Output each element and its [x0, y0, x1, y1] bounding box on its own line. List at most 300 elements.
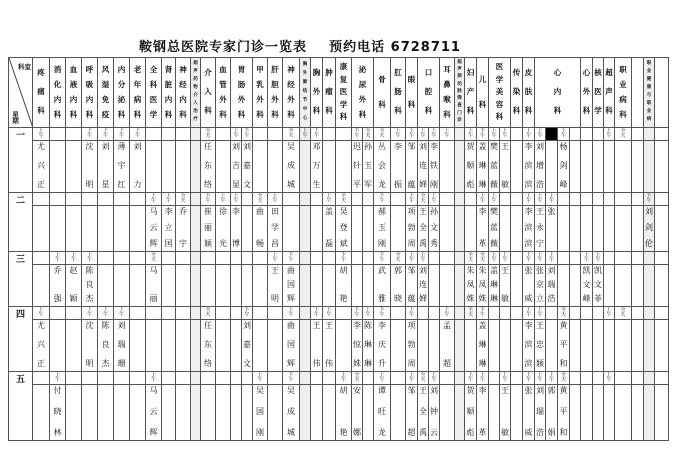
doctor-name-cell: 李 滨 滨	[523, 206, 535, 252]
empty-cell	[632, 265, 644, 307]
doctor-name-cell: 杨 剑 峰	[558, 141, 570, 193]
doctor-name-cell: 刘 连 婵	[418, 141, 429, 193]
doctor-name-cell: 陈 良 杰	[82, 265, 98, 307]
empty-cell	[363, 206, 374, 252]
session-marker-cell: 上 午	[253, 372, 268, 385]
session-marker-cell: 上 午	[546, 193, 558, 206]
dept-header: 耳 鼻 喉 科	[440, 58, 455, 128]
session-marker-cell	[130, 193, 146, 206]
doctor-name-cell: 黄 平 和	[558, 320, 570, 372]
session-marker-cell: 上 午	[231, 128, 242, 141]
empty-cell	[176, 320, 191, 372]
session-marker-cell: 上 午	[336, 372, 352, 385]
session-marker-cell	[231, 372, 242, 385]
doctor-name-cell: 田 学 昌	[268, 206, 283, 252]
empty-cell	[644, 141, 655, 193]
empty-cell	[162, 320, 176, 372]
empty-cell	[323, 141, 336, 193]
empty-cell	[455, 206, 465, 252]
empty-cell	[146, 320, 162, 372]
session-marker-cell	[511, 307, 523, 320]
empty-cell	[604, 385, 615, 441]
session-marker-cell: 上 午	[546, 372, 558, 385]
empty-cell	[581, 206, 593, 252]
session-marker-cell: 上 午	[604, 307, 615, 320]
empty-cell	[283, 206, 300, 252]
session-marker-cell	[176, 307, 191, 320]
doctor-name-cell: 李 滨 滨	[523, 320, 535, 372]
session-marker-cell: 上 午	[500, 128, 511, 141]
empty-cell	[191, 320, 201, 372]
session-marker-cell	[323, 372, 336, 385]
empty-cell	[268, 385, 283, 441]
session-marker-cell: 上 午	[406, 193, 418, 206]
empty-cell	[363, 385, 374, 441]
session-marker-cell	[615, 372, 632, 385]
empty-cell	[570, 385, 581, 441]
doctor-name-cell: 刘 钟 云	[429, 385, 440, 441]
session-marker-cell: 下 午	[374, 307, 391, 320]
doctor-name-cell: 王 全 禹	[418, 206, 429, 252]
session-marker-cell	[146, 128, 162, 141]
dept-header: 疼 痛 科	[33, 58, 50, 128]
empty-cell	[511, 206, 523, 252]
session-marker-cell: 上 午	[581, 252, 593, 265]
session-marker-cell	[176, 252, 191, 265]
session-marker-cell	[114, 252, 130, 265]
empty-cell	[655, 385, 669, 441]
doctor-name-cell: 盖 琳 琳	[489, 265, 500, 307]
empty-cell	[558, 206, 570, 252]
session-marker-cell	[268, 307, 283, 320]
empty-cell	[130, 385, 146, 441]
session-marker-cell	[593, 193, 604, 206]
session-marker-cell	[283, 193, 300, 206]
doctor-name-cell: 盖 琳 琳	[477, 141, 489, 193]
session-marker-cell	[130, 372, 146, 385]
session-marker-cell: 下 午	[283, 372, 300, 385]
doctor-name-cell: 李 振	[391, 141, 406, 193]
empty-cell	[191, 265, 201, 307]
empty-cell	[391, 320, 406, 372]
doctor-name-cell: 刘 力	[130, 141, 146, 193]
session-marker-cell: 全 天	[615, 128, 632, 141]
session-marker-cell	[455, 193, 465, 206]
doctor-name-cell: 王 伟	[311, 320, 323, 372]
empty-cell	[242, 206, 253, 252]
session-marker-cell	[66, 128, 82, 141]
empty-cell	[66, 320, 82, 372]
session-marker-cell: 上 午	[440, 307, 455, 320]
doctor-name-cell: 王 永 宁	[535, 206, 546, 252]
empty-cell	[82, 206, 98, 252]
session-marker-cell	[300, 193, 311, 206]
session-marker-cell	[655, 193, 669, 206]
session-marker-cell	[130, 307, 146, 320]
session-marker-cell	[201, 372, 216, 385]
doctor-name-cell: 乔 强	[50, 265, 66, 307]
session-marker-cell	[33, 193, 50, 206]
empty-cell	[98, 265, 114, 307]
session-marker-cell	[242, 372, 253, 385]
session-marker-cell: 上 午	[535, 307, 546, 320]
session-marker-cell	[311, 252, 323, 265]
empty-cell	[511, 385, 523, 441]
session-marker-cell	[300, 252, 311, 265]
session-marker-cell	[311, 193, 323, 206]
empty-cell	[429, 320, 440, 372]
session-marker-cell: 上 午	[535, 372, 546, 385]
session-marker-cell	[546, 128, 558, 141]
empty-cell	[216, 385, 231, 441]
corner-label-dept: 科室	[18, 63, 31, 71]
corner-cell-dept-day	[9, 58, 33, 128]
empty-cell	[130, 206, 146, 252]
empty-cell	[216, 320, 231, 372]
session-marker-cell: 全 天	[352, 372, 363, 385]
doctor-name-cell: 曲 国 辉	[283, 265, 300, 307]
session-marker-cell	[231, 252, 242, 265]
empty-cell	[162, 141, 176, 193]
session-marker-cell: 上 午	[323, 193, 336, 206]
doctor-name-cell: 李 滨 滨	[523, 141, 535, 193]
session-marker-cell: 上 午	[489, 252, 500, 265]
dept-header: 眼 科	[406, 58, 418, 128]
session-marker-cell: 上 午	[489, 128, 500, 141]
session-marker-cell	[455, 372, 465, 385]
session-marker-cell	[162, 372, 176, 385]
doctor-name-cell: 王 全 禹	[418, 385, 429, 441]
empty-cell	[655, 320, 669, 372]
doctor-name-cell: 吴 成 城	[283, 141, 300, 193]
dept-header: 心 外 科	[581, 58, 593, 128]
session-marker-cell: 上 午	[429, 128, 440, 141]
empty-cell	[581, 320, 593, 372]
session-marker-cell	[191, 307, 201, 320]
session-marker-cell	[50, 128, 66, 141]
session-marker-cell	[191, 252, 201, 265]
session-marker-cell	[352, 193, 363, 206]
empty-cell	[231, 320, 242, 372]
session-marker-cell: 上 午	[268, 193, 283, 206]
session-marker-cell	[500, 307, 511, 320]
session-marker-cell	[82, 372, 98, 385]
session-marker-cell	[323, 252, 336, 265]
empty-cell	[176, 265, 191, 307]
dept-header: 肛 肠 科	[391, 58, 406, 128]
empty-cell	[66, 141, 82, 193]
doctor-name-cell: 刘 嘉 文	[242, 141, 253, 193]
session-marker-cell: 上 午	[489, 193, 500, 206]
session-marker-cell	[253, 128, 268, 141]
session-marker-cell	[114, 372, 130, 385]
session-marker-cell: 上 午	[523, 193, 535, 206]
empty-cell	[162, 385, 176, 441]
session-marker-cell: 全 天	[201, 128, 216, 141]
empty-cell	[352, 265, 363, 307]
empty-cell	[604, 206, 615, 252]
doctor-name-cell: 盖 琳 琳	[477, 320, 489, 372]
session-marker-cell	[455, 307, 465, 320]
session-marker-cell	[191, 193, 201, 206]
session-marker-cell: 上 午	[523, 307, 535, 320]
empty-cell	[162, 265, 176, 307]
empty-cell	[363, 265, 374, 307]
session-marker-cell	[162, 252, 176, 265]
empty-cell	[655, 206, 669, 252]
doctor-name-cell: 孟 超	[440, 320, 455, 372]
session-marker-cell	[615, 252, 632, 265]
empty-cell	[176, 385, 191, 441]
empty-cell	[300, 385, 311, 441]
session-marker-cell	[655, 128, 669, 141]
doctor-name-cell: 李 博	[231, 206, 242, 252]
session-marker-cell	[546, 307, 558, 320]
session-marker-cell	[191, 128, 201, 141]
session-marker-cell: 下 午	[374, 252, 391, 265]
empty-cell	[615, 320, 632, 372]
empty-cell	[268, 141, 283, 193]
empty-cell	[253, 320, 268, 372]
empty-cell	[191, 141, 201, 193]
doctor-name-cell: 张	[546, 206, 558, 252]
doctor-name-cell: 王 敏	[500, 141, 511, 193]
empty-cell	[336, 141, 352, 193]
empty-cell	[465, 320, 477, 372]
session-marker-cell: 上 午	[523, 372, 535, 385]
empty-cell	[593, 141, 604, 193]
session-marker-cell	[429, 307, 440, 320]
doctor-name-cell: 尤 兴 正	[33, 320, 50, 372]
session-marker-cell	[363, 193, 374, 206]
session-marker-cell	[253, 252, 268, 265]
doctor-name-cell: 王 忠 颖	[535, 320, 546, 372]
empty-cell	[242, 385, 253, 441]
day-label: 三	[9, 252, 33, 307]
doctor-name-cell: 郝 玉 刚	[374, 206, 391, 252]
session-marker-cell	[511, 252, 523, 265]
session-marker-cell: 下 午	[283, 252, 300, 265]
session-marker-cell	[558, 252, 570, 265]
dept-header: 骨 科	[374, 58, 391, 128]
doctor-name-cell: 付 晓 林	[50, 385, 66, 441]
session-marker-cell	[558, 193, 570, 206]
doctor-name-cell: 马 云 辉	[146, 206, 162, 252]
session-marker-cell: 下 午	[352, 128, 363, 141]
empty-cell	[33, 385, 50, 441]
doctor-name-cell: 李 庆 升	[374, 320, 391, 372]
session-marker-cell: 上 午	[500, 252, 511, 265]
session-marker-cell	[98, 193, 114, 206]
expert-clinic-schedule	[8, 57, 669, 441]
doctor-name-cell: 邹 蕴	[406, 265, 418, 307]
doctor-name-cell: 王 伟	[323, 320, 336, 372]
doctor-name-cell: 曲 国 辉	[283, 320, 300, 372]
doctor-name-cell: 曲 畅	[253, 206, 268, 252]
empty-cell	[655, 265, 669, 307]
empty-cell	[50, 206, 66, 252]
session-marker-cell	[604, 193, 615, 206]
dept-header: 妇 产 科	[465, 58, 477, 128]
dept-header: 神 经 内 科	[176, 58, 191, 128]
session-marker-cell: 上 午	[363, 307, 374, 320]
session-marker-cell	[201, 252, 216, 265]
empty-cell	[440, 141, 455, 193]
empty-cell	[114, 265, 130, 307]
session-marker-cell: 上 午	[114, 128, 130, 141]
session-marker-cell	[391, 307, 406, 320]
session-marker-cell	[391, 193, 406, 206]
session-marker-cell	[655, 307, 669, 320]
empty-cell	[604, 265, 615, 307]
dept-header: 职 业 健 康 与 职 业 病	[644, 58, 655, 128]
session-marker-cell	[570, 307, 581, 320]
session-marker-cell: 上 午	[162, 193, 176, 206]
doctor-name-cell: 张 威	[523, 385, 535, 441]
session-marker-cell: 下 午	[352, 307, 363, 320]
dept-header: 心 内 科	[535, 58, 581, 128]
session-marker-cell	[98, 252, 114, 265]
session-marker-cell	[632, 372, 644, 385]
empty-cell	[570, 320, 581, 372]
empty-cell	[546, 141, 558, 193]
doctor-name-cell: 李 惊 姝	[352, 320, 363, 372]
doctor-name-cell: 沈 明	[82, 320, 98, 372]
session-marker-cell: 全 天	[391, 252, 406, 265]
session-marker-cell	[242, 193, 253, 206]
session-marker-cell: 全 天	[176, 193, 191, 206]
empty-cell	[440, 265, 455, 307]
empty-cell	[615, 265, 632, 307]
session-marker-cell: 全 天	[558, 372, 570, 385]
session-marker-cell	[82, 193, 98, 206]
session-marker-cell	[268, 128, 283, 141]
empty-cell	[500, 320, 511, 372]
session-marker-cell: 上 午	[535, 128, 546, 141]
empty-cell	[176, 141, 191, 193]
empty-cell	[440, 385, 455, 441]
session-marker-cell	[489, 372, 500, 385]
doctor-name-cell: 刘 嘉 文	[242, 320, 253, 372]
session-marker-cell	[511, 128, 523, 141]
empty-cell	[114, 206, 130, 252]
session-marker-cell	[98, 372, 114, 385]
session-marker-cell	[300, 307, 311, 320]
session-marker-cell	[632, 193, 644, 206]
empty-cell	[300, 206, 311, 252]
session-marker-cell	[489, 307, 500, 320]
doctor-name-cell: 郭 晓	[391, 265, 406, 307]
session-marker-cell: 上 午	[604, 372, 615, 385]
doctor-name-cell: 刘 剑 伦	[644, 206, 655, 252]
session-marker-cell	[33, 372, 50, 385]
session-marker-cell	[216, 252, 231, 265]
doctor-name-cell: 樊 蓝 薇	[489, 206, 500, 252]
empty-cell	[216, 265, 231, 307]
session-marker-cell: 上 午	[558, 128, 570, 141]
session-marker-cell: 全 天	[374, 128, 391, 141]
session-marker-cell: 上 午	[406, 307, 418, 320]
session-marker-cell: 下 午	[477, 307, 489, 320]
session-marker-cell	[615, 193, 632, 206]
empty-cell	[593, 320, 604, 372]
session-marker-cell	[216, 372, 231, 385]
session-marker-cell	[570, 193, 581, 206]
dept-header: 风 湿 免 疫	[98, 58, 114, 128]
session-marker-cell	[242, 252, 253, 265]
session-marker-cell	[162, 307, 176, 320]
doctor-name-cell: 迟 针 平	[352, 141, 363, 193]
dept-header: 肝 胆 外 科	[268, 58, 283, 128]
session-marker-cell: 上 午	[130, 128, 146, 141]
doctor-name-cell: 刘 吉 显	[231, 141, 242, 193]
session-marker-cell	[216, 128, 231, 141]
session-marker-cell	[581, 372, 593, 385]
session-marker-cell	[50, 307, 66, 320]
dept-header: 医 学 美 容 科	[489, 58, 511, 128]
session-marker-cell: 上 午	[523, 128, 535, 141]
doctor-name-cell: 刘 星	[98, 141, 114, 193]
day-label: 一	[9, 128, 33, 193]
dept-header: 儿 科	[477, 58, 489, 128]
session-marker-cell: 上 午	[374, 372, 391, 385]
dept-header: 泌 尿 外 科	[352, 58, 374, 128]
session-marker-cell	[593, 128, 604, 141]
empty-cell	[644, 320, 655, 372]
doctor-name-cell: 任 东 络	[201, 320, 216, 372]
session-marker-cell: 上 午	[82, 307, 98, 320]
session-marker-cell	[581, 193, 593, 206]
doctor-name-cell: 安 娜	[352, 385, 363, 441]
session-marker-cell	[570, 128, 581, 141]
doctor-name-cell: 赵 颖	[66, 265, 82, 307]
doctor-name-cell: 邓 万 生	[311, 141, 323, 193]
session-marker-cell	[644, 372, 655, 385]
day-label: 二	[9, 193, 33, 252]
empty-cell	[231, 385, 242, 441]
session-marker-cell: 下 午	[374, 193, 391, 206]
empty-cell	[391, 385, 406, 441]
doctor-name-cell: 马 丽	[146, 265, 162, 307]
session-marker-cell: 全 天	[477, 252, 489, 265]
doctor-name-cell: 吴 国 刚	[253, 385, 268, 441]
session-marker-cell: 全 天	[465, 307, 477, 320]
empty-cell	[511, 320, 523, 372]
session-marker-cell	[632, 128, 644, 141]
doctor-name-cell: 盖 磊	[323, 206, 336, 252]
session-marker-cell	[655, 252, 669, 265]
session-marker-cell	[511, 372, 523, 385]
empty-cell	[98, 385, 114, 441]
session-marker-cell	[191, 372, 201, 385]
empty-cell	[615, 206, 632, 252]
doctor-name-cell: 沈 明	[82, 141, 98, 193]
doctor-name-cell: 凯 文 菲	[593, 265, 604, 307]
empty-cell	[440, 206, 455, 252]
doctor-name-cell: 李 革	[477, 206, 489, 252]
session-marker-cell	[130, 252, 146, 265]
doctor-name-cell: 陈 琳 琳	[363, 320, 374, 372]
session-marker-cell: 下 午	[477, 128, 489, 141]
empty-cell	[455, 320, 465, 372]
empty-cell	[311, 385, 323, 441]
session-marker-cell: 全 天	[336, 193, 352, 206]
session-marker-cell: 下 午	[242, 307, 253, 320]
doctor-name-cell: 张 京 立	[535, 265, 546, 307]
empty-cell	[33, 206, 50, 252]
session-marker-cell: 全 天	[253, 193, 268, 206]
doctor-name-cell: 凯 文 峰	[581, 265, 593, 307]
